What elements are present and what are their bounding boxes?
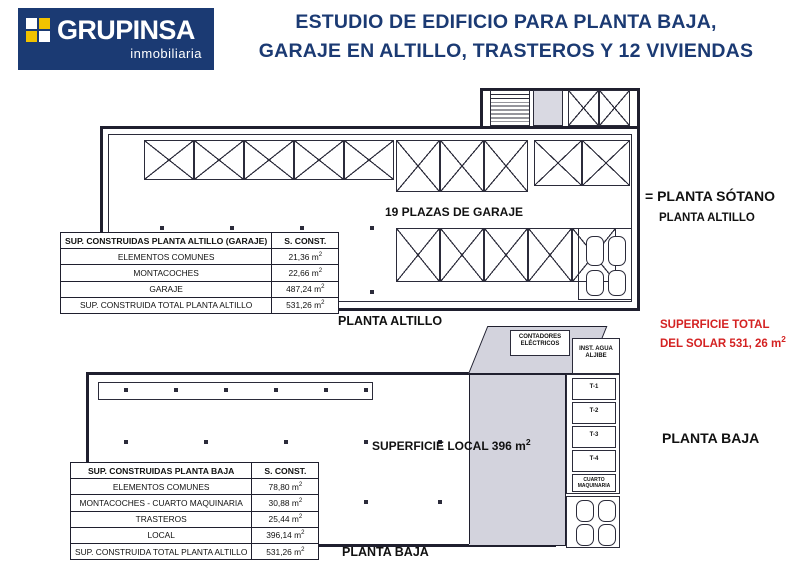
legend-solar-line2: DEL SOLAR 531, 26 $m^2$ [660,334,786,350]
car-icon [576,500,594,522]
parking-slot [396,228,440,282]
table-cell-name: ELEMENTOS COMUNES [61,249,272,265]
elevator-core [533,90,563,126]
trastero-t2-label: T-2 [589,408,599,414]
table-cell-value: 531,26 $m^2$ [252,543,319,559]
parking-slot [440,228,484,282]
car-icon [598,500,616,522]
parking-slot [396,140,440,192]
car-icon [608,270,626,296]
table-row [71,543,319,559]
legend-basement: = PLANTA SÓTANO [645,188,776,204]
table-cell-value: 21,36 $m^2$ [272,249,339,265]
parking-slot [244,140,294,180]
table-header-row [61,233,339,249]
table-sup-altillo [60,232,339,314]
table-cell-name: MONTACOCHES [61,265,272,281]
page-title-line1: ESTUDIO DE EDIFICIO PARA PLANTA BAJA, [295,11,717,33]
stairs-icon [490,90,530,126]
wall-step [480,88,483,128]
bay-left-top [98,382,373,400]
cuarto-maquinaria-label: CUARTO MAQUINARIA [577,477,611,489]
table-cell-name: GARAJE [61,281,272,297]
logo-row [26,17,195,44]
table-header-cell: SUP. CONSTRUIDAS PLANTA BAJA [71,463,252,479]
table-cell-value: 531,26 $m^2$ [272,297,339,313]
parking-slot [599,90,630,126]
garage-capacity-label: 19 PLAZAS DE GARAJE [385,205,524,219]
table-row [61,265,339,281]
table-row [71,511,319,527]
table-cell-name: TRASTEROS [71,511,252,527]
logo-subtitle: inmobiliaria [130,46,202,61]
table-cell-value: 30,88 $m^2$ [252,495,319,511]
table-row [61,281,339,297]
table-row [71,495,319,511]
car-icon [576,524,594,546]
table-row [71,479,319,495]
car-icon [586,270,604,296]
car-icon [598,524,616,546]
circulation-hall [468,374,566,546]
parking-slot [568,90,599,126]
page-title [228,8,784,67]
grupinsa-mark-icon [26,18,52,44]
planta-baja-label: PLANTA BAJA [342,545,429,559]
table-header-cell: S. CONST. [252,463,319,479]
table-cell-name: SUP. CONSTRUIDA TOTAL PLANTA ALTILLO [71,543,252,559]
parking-slot [144,140,194,180]
parking-slot [534,140,582,186]
parking-slot [484,140,528,192]
legend-solar-total [660,318,786,352]
company-logo [18,8,214,70]
parking-slot [194,140,244,180]
page-title-line2: GARAJE EN ALTILLO, TRASTEROS Y 12 VIVIENDAS [258,40,754,63]
table-cell-value: 396,14 $m^2$ [252,527,319,543]
legend-planta-baja: PLANTA BAJA [662,430,760,446]
parking-slot [582,140,630,186]
parking-slot [484,228,528,282]
table-header-cell: S. CONST. [272,233,339,249]
table-cell-name: LOCAL [71,527,252,543]
table-sup-planta-baja [70,462,319,560]
parking-slot [528,228,572,282]
parking-slot [440,140,484,192]
trastero-t1-label: T-1 [589,384,599,390]
table-row [71,527,319,543]
table-cell-value: 25,44 $m^2$ [252,511,319,527]
car-icon [608,236,626,266]
parking-slot [294,140,344,180]
planta-altillo-label: PLANTA ALTILLO [338,314,443,328]
legend-altillo: PLANTA ALTILLO [659,212,755,224]
table-row [61,297,339,313]
legend-solar-line1: SUPERFICIE TOTAL [660,319,770,331]
table-cell-value: 487,24 $m^2$ [272,281,339,297]
trastero-t4-label: T-4 [589,456,599,462]
table-cell-name: ELEMENTOS COMUNES [71,479,252,495]
local-area-label: SUPERFICIE LOCAL 396 $m^2$ [372,437,531,453]
trastero-t3-label: T-3 [589,432,599,438]
car-icon [586,236,604,266]
table-cell-value: 22,66 $m^2$ [272,265,339,281]
table-cell-value: 78,80 $m^2$ [252,479,319,495]
parking-slot [344,140,394,180]
table-header-row [71,463,319,479]
agua-aljibe-label: INST. AGUA ALJIBE [579,346,613,359]
table-cell-name: MONTACOCHES - CUARTO MAQUINARIA [71,495,252,511]
table-cell-name: SUP. CONSTRUIDA TOTAL PLANTA ALTILLO [61,297,272,313]
logo-wordmark: GRUPINSA [57,15,195,45]
wall-top [100,126,640,129]
table-header-cell: SUP. CONSTRUIDAS PLANTA ALTILLO (GARAJE) [61,233,272,249]
inner-line-top [108,134,632,135]
contadores-label: CONTADORES ELÉCTRICOS [518,334,562,347]
wall-right [637,88,640,311]
table-row [61,249,339,265]
